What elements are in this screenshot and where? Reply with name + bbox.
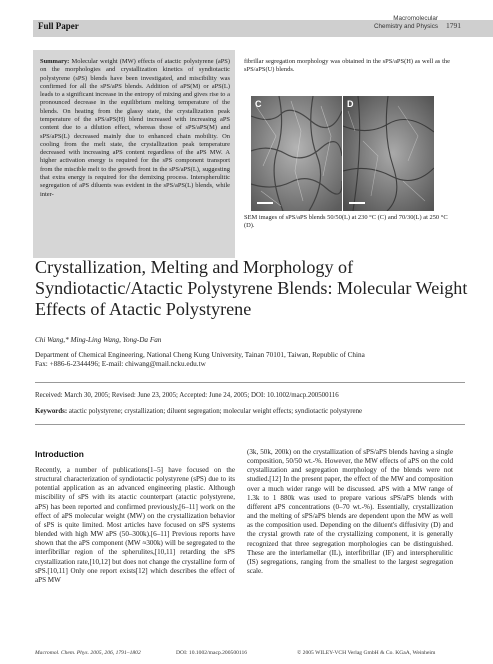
scale-bar-d <box>349 202 365 204</box>
journal-name-line2: Chemistry and Physics <box>373 22 438 30</box>
summary-heading: Summary: <box>40 58 70 65</box>
section-heading-introduction: Introduction <box>35 449 84 459</box>
summary-continued: fibrillar segregation morphology was obtained in the sPS/aPS(H) as well as the sPS/aPS(U) blends. <box>244 58 450 74</box>
article-title: Crystallization, Melting and Morphology of Syndiotactic/Atactic Polystyrene Blends: Molecular Weight Effects of Atactic Polystyrene <box>35 257 468 319</box>
summary-text <box>40 58 230 199</box>
sem-micrograph-d <box>343 96 434 211</box>
sem-image-c <box>251 96 342 211</box>
footer-copyright: © 2005 WILEY-VCH Verlag GmbH & Co. KGaA, Weinheim <box>297 650 436 656</box>
footer-doi: DOI: 10.1002/macp.200500116 <box>176 650 248 656</box>
keywords-label: Keywords: <box>35 408 68 415</box>
journal-name <box>334 15 438 30</box>
journal-name-line1: Macromolecular <box>393 15 438 22</box>
footer-citation: Macromol. Chem. Phys. 2005, 206, 1791–1802 <box>35 650 141 656</box>
scale-bar-c <box>257 202 273 204</box>
affiliation <box>35 351 475 369</box>
page-number: 1791 <box>446 21 461 30</box>
intro-right-column: (3k, 50k, 200k) on the crystallization of sPS/aPS blends having a single composition, 50/50 wt.-%. However, the MW effects of aPS on the cold crystallization and segregation morphology of the blends were not studied.[12] In the present paper, the effect of the MW and composition over a much wider range will be discussed. aPS with a MW range of 1.3k to 1 880k was used to prepare various sPS/aPS blends with different aPS concentrations (0–70 wt.-%). Essentially, crystallization and the melting of sPS/aPS blends are dependent upon the MW as well as the composition used. Depending on the diluent's diffusivity (D) and the crystal growth rate of the crystallizing component, it is generally recognized that three segregation morphologies can be distinguished. These are the interlamellar (IL), interfibrillar (IF) and interspherulitic (IS) segregations, ranging from the smallest to the largest segregation scale. <box>247 448 453 576</box>
intro-left-column: Recently, a number of publications[1–5] have focused on the structural characterization of syndiotactic polystyrene (sPS) due to its potential application as an advanced engineering plastic. Although miscibility of sPS with its atactic counterpart (atactic polystyrene, aPS) has been reported and confirmed previously,[6–11] work on the effect of aPS molecular weight (MW) on the crystallization behavior of sPS is quite limited. Most articles have focused on sPS systems blended with high MW aPS (50–300k).[6–11] Previous reports have shown that the aPS component (MW ≈300k) will be segregated to the interfibrillar region of the spherulites,[10,11] retarding the sPS crystallization rate,[10,12] but does not change the crystalline form of sPS.[10,11] Only one report exists[12] which describes the effect of aPS MW <box>35 466 235 584</box>
sem-image-d <box>343 96 434 211</box>
keywords <box>35 408 465 415</box>
divider-bottom <box>35 424 465 425</box>
panel-label-c: C <box>255 99 262 109</box>
keywords-list: atactic polystyrene; crystallization; diluent segregation; molecular weight effects; syndiotactic polystyrene <box>68 408 363 415</box>
summary-body: Molecular weight (MW) effects of atactic polystyrene (aPS) on the morphologies and crystallization kinetics of syndiotactic polystyrene (sPS) blends have been investigated, and miscibility was confirmed for all the sPS/aPS blends. Addition of aPS(M) or aPS(L) leads to a significant increase in the entropy of mixing and gives rise to a pronounced decrease in the equilibrium melting temperature of the blends. On heating from the glassy state, the crystallization peak temperature of the sPS/aPS(H) blend increased with increasing aPS content due to a dilution effect, whereas those of sPS/aPS(M) and sPS/aPS(L) decreased mainly due to enhanced chain mobility. On cooling from the melt state, the crystallization peak temperature decreased with increasing aPS content regardless of the aPS MW. A higher activation energy is required for the sPS component transport from the miscible melt to the growth front in the sPS/aPS(L), suggesting that extra energy is required for the demixing process. Interspherulitic segregation of aPS diluents was evident in the sPS/aPS(L) blends, while inter- <box>40 58 230 198</box>
affiliation-contact: Fax: +886-6-2344496; E-mail: chiwang@mail.ncku.edu.tw <box>35 360 206 368</box>
divider-top <box>35 382 465 383</box>
article-type-label: Full Paper <box>38 21 79 31</box>
affiliation-department: Department of Chemical Engineering, National Cheng Kung University, Tainan 70101, Taiwan, Republic of China <box>35 351 365 359</box>
panel-label-d: D <box>347 99 354 109</box>
sem-micrograph-c <box>251 96 342 211</box>
figure-caption: SEM images of sPS/aPS blends 50/50(L) at 230 °C (C) and 70/30(L) at 250 °C (D). <box>244 214 448 230</box>
article-history: Received: March 30, 2005; Revised: June 23, 2005; Accepted: June 24, 2005; DOI: 10.1002/macp.200500116 <box>35 392 339 399</box>
authors: Chi Wang,* Ming-Ling Wang, Yong-Da Fan <box>35 336 162 344</box>
